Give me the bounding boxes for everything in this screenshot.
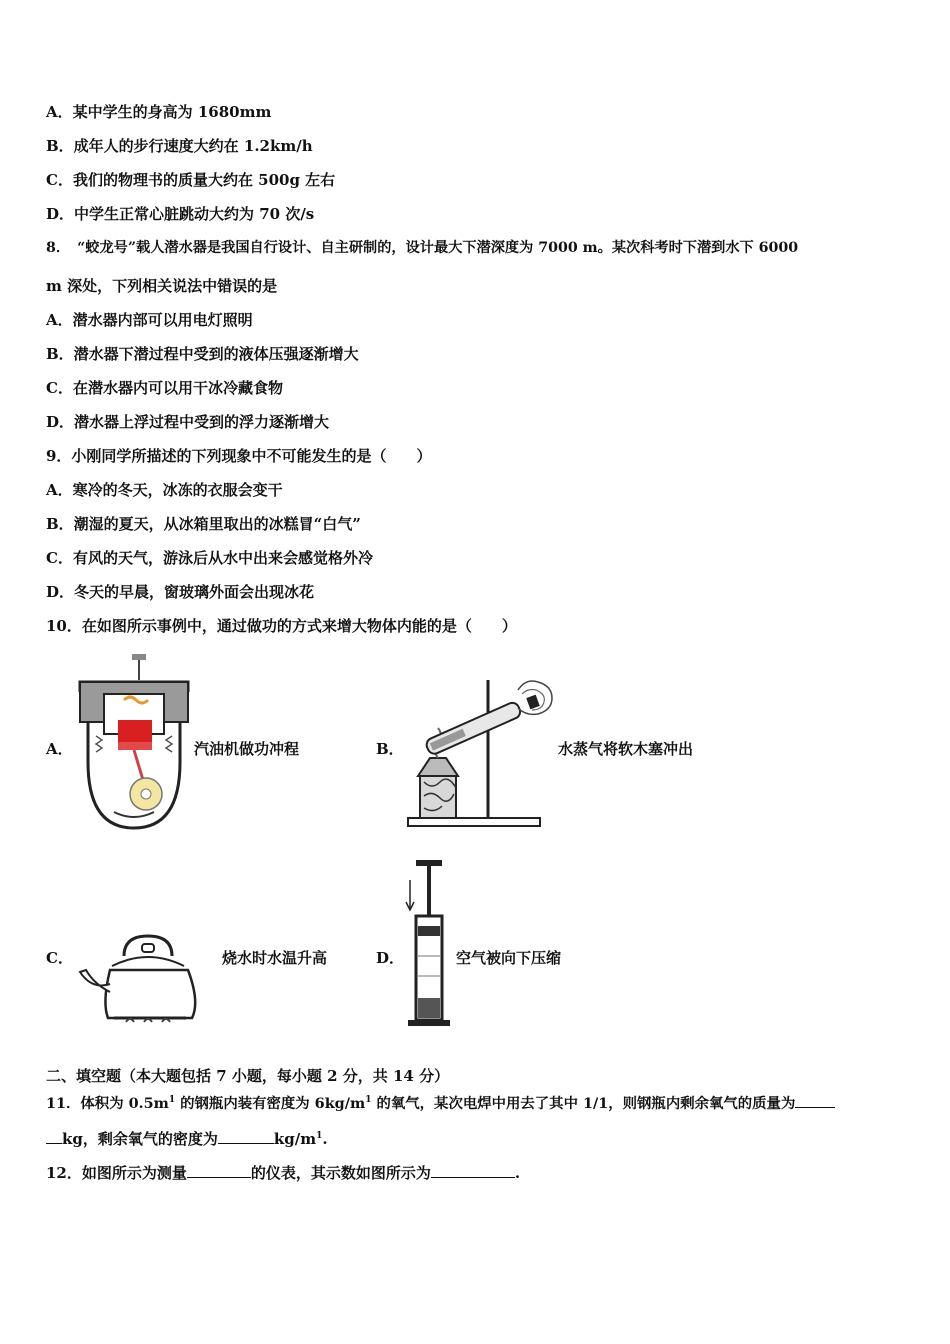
- q12-text-3: .: [514, 1164, 521, 1182]
- q11-text-1: 11．体积为 0.5m: [46, 1095, 169, 1112]
- q10-option-d-label: D．: [376, 949, 405, 967]
- q11-text-2: 的钢瓶内装有密度为 6kg/m: [175, 1095, 366, 1112]
- q10-option-d-caption: 空气被向下压缩: [456, 949, 562, 967]
- q7-option-a: A．某中学生的身高为 1680mm: [46, 103, 272, 121]
- q10-option-c-label: C．: [46, 949, 73, 967]
- q12-text-1: 12．如图所示为测量: [46, 1164, 187, 1182]
- q10-option-b-label: B．: [376, 740, 404, 758]
- q11-line1: [46, 1093, 835, 1114]
- q9-stem: 9．小刚同学所描述的下列现象中不可能发生的是（ ）: [46, 447, 432, 465]
- q9-option-b: B．潮湿的夏天，从冰箱里取出的冰糕冒“白气”: [46, 515, 361, 533]
- q11-text-5: kg/m: [273, 1130, 317, 1148]
- q7-option-b: B．成年人的步行速度大约在 1.2km/h: [46, 137, 313, 155]
- q11-text-6: .: [322, 1130, 328, 1148]
- q8-option-d: D．潜水器上浮过程中受到的浮力逐渐增大: [46, 413, 330, 431]
- q11-sup-1: 1: [168, 1095, 176, 1106]
- section-heading-fill-in: 二、填空题（本大题包括 7 小题，每小题 2 分，共 14 分）: [46, 1067, 450, 1085]
- q8-stem-line2: m 深处，下列相关说法中错误的是: [46, 277, 278, 295]
- q11-text-4: kg，剩余氧气的密度为: [62, 1130, 218, 1148]
- q11-sup-3: 1: [316, 1131, 323, 1141]
- kettle-figure: [74, 930, 222, 1028]
- q8-option-c: C．在潜水器内可以用干冰冷藏食物: [46, 379, 283, 397]
- q7-option-d: D．中学生正常心脏跳动大约为 70 次/s: [46, 205, 315, 223]
- q10-option-a-caption: 汽油机做功冲程: [194, 740, 300, 758]
- q10-option-b-caption: 水蒸气将软木塞冲出: [558, 740, 694, 758]
- q9-option-a: A．寒冷的冬天，冰冻的衣服会变干: [46, 481, 283, 499]
- q9-option-c: C．有风的天气，游泳后从水中出来会感觉格外冷: [46, 549, 373, 567]
- q11-text-3: 的氧气，某次电焊中用去了其中 1/1，则钢瓶内剩余氧气的质量为: [371, 1095, 796, 1112]
- q11-line2: [46, 1129, 328, 1149]
- q10-stem: 10．在如图所示事例中，通过做功的方式来增大物体内能的是（ ）: [46, 617, 517, 635]
- q7-option-c: C．我们的物理书的质量大约在 500g 左右: [46, 171, 336, 189]
- q12-blank-reading[interactable]: [431, 1163, 515, 1178]
- q11-blank-density[interactable]: [218, 1129, 274, 1144]
- q10-option-c-caption: 烧水时水温升高: [222, 949, 328, 967]
- q11-blank-mass-part2[interactable]: [46, 1129, 62, 1144]
- q8-option-a: A．潜水器内部可以用电灯照明: [46, 311, 253, 329]
- steam-cork-figure: [404, 672, 564, 832]
- q10-option-a-label: A．: [46, 740, 73, 758]
- q9-option-d: D．冬天的早晨，窗玻璃外面会出现冰花: [46, 583, 315, 601]
- q12-text-2: 的仪表，其示数如图所示为: [250, 1164, 431, 1182]
- q8-option-b: B．潜水器下潜过程中受到的液体压强逐渐增大: [46, 345, 359, 363]
- air-compression-figure: [402, 856, 456, 1028]
- q12-line: [46, 1163, 520, 1183]
- q8-stem-line1: 8． “蛟龙号”载人潜水器是我国自行设计、自主研制的，设计最大下潜深度为 7000 m。某次科考时下潜到水下 6000: [46, 240, 799, 256]
- q11-blank-mass-part1[interactable]: [795, 1093, 835, 1108]
- q11-sup-2: 1: [365, 1095, 372, 1106]
- q12-blank-quantity[interactable]: [187, 1163, 251, 1178]
- gasoline-engine-figure: [74, 652, 194, 832]
